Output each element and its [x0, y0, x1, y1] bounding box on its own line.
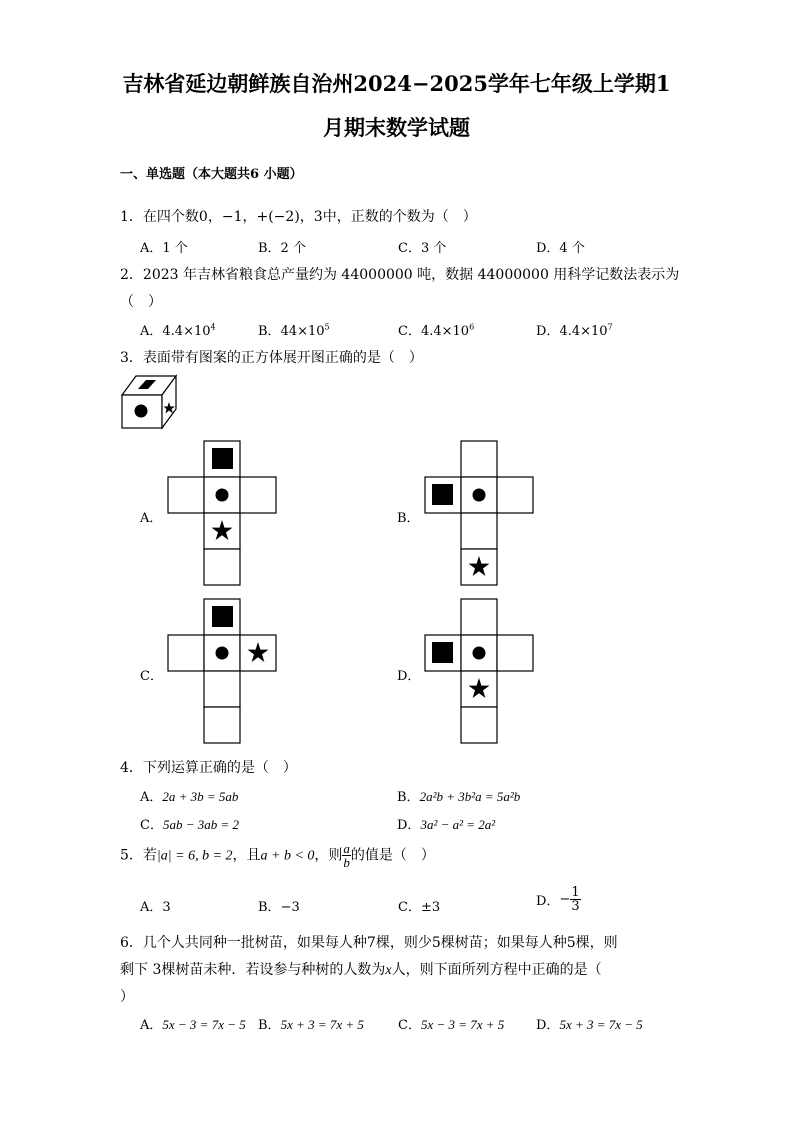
q3-stem: 3．表面带有图案的正方体展开图正确的是（ ）: [120, 350, 423, 366]
q2-option-b[interactable]: B．$44\times 10^5$: [258, 322, 330, 339]
circle-icon: [135, 405, 148, 418]
q4-option-b[interactable]: B．2a²b + 3b²a = 5a²b: [397, 789, 521, 805]
q2-option-a[interactable]: A．$4.4\times 10^4$: [140, 322, 216, 339]
q4-stem: 4．下列运算正确的是（ ）: [120, 760, 297, 776]
q1-option-c[interactable]: C．3 个: [398, 241, 447, 256]
q1-option-a[interactable]: A．1 个: [140, 241, 188, 256]
section-heading: 一、单选题（本大题共6 小题）: [120, 167, 303, 182]
circle-icon: [216, 489, 229, 502]
q5-option-a[interactable]: A．3: [140, 900, 171, 915]
cube-figure: [120, 373, 180, 431]
q3-option-a-label[interactable]: A．: [140, 511, 163, 526]
q3-option-b-net[interactable]: [423, 440, 537, 588]
title-line-1: 吉林省延边朝鲜族自治州2024−2025学年七年级上学期1: [122, 71, 671, 96]
circle-icon: [216, 647, 229, 660]
circle-icon: [473, 647, 486, 660]
q4-option-c[interactable]: C．5ab − 3ab = 2: [140, 817, 239, 833]
q6-stem-line-2: 剩下 3棵树苗未种．若设参与种树的人数为x人，则下面所列方程中正确的是（: [120, 962, 602, 978]
q2-option-c[interactable]: C．$4.4\times 10^6$: [398, 322, 475, 339]
q1-option-d[interactable]: D．4 个: [536, 241, 585, 256]
q4-option-d[interactable]: D．3a² − a² = 2a²: [397, 817, 496, 833]
q2-stem: 2．2023 年吉林省粮食总产量约为 44000000 吨，数据 44000000 用科学记数法表示为: [120, 267, 680, 283]
q6-stem-line-1: 6．几个人共同种一批树苗，如果每人种7棵，则少5棵树苗；如果每人种5棵，则: [120, 935, 618, 951]
q6-option-c[interactable]: C．5x − 3 = 7x + 5: [398, 1017, 505, 1033]
q2-stem-2: （ ）: [120, 294, 162, 310]
q6-stem-line-3: ）: [120, 989, 134, 1005]
q1-stem: 1．在四个数0，−1，+(−2)，3中，正数的个数为（ ）: [120, 209, 477, 225]
q5-stem: 5．若|a| = 6, b = 2，且a + b < 0，则 $\frac{a}{b}$ 的值是（ ）: [120, 841, 435, 870]
square-icon: [432, 642, 453, 663]
q6-option-a[interactable]: A．5x − 3 = 7x − 5: [140, 1017, 246, 1033]
q5-option-c[interactable]: C．±3: [398, 900, 441, 915]
circle-icon: [473, 489, 486, 502]
q3-option-c-label[interactable]: C．: [140, 669, 163, 684]
q1-option-b[interactable]: B．2 个: [258, 241, 306, 256]
title-line-2: 月期末数学试题: [323, 115, 470, 140]
q2-option-d[interactable]: D．$4.4\times 10^7$: [536, 322, 613, 339]
square-icon: [212, 606, 233, 627]
q3-option-d-label[interactable]: D．: [397, 669, 421, 684]
q5-option-d[interactable]: D．− $\frac{1}{3}$: [536, 885, 580, 914]
q3-option-c-net[interactable]: [166, 598, 280, 746]
square-icon: [432, 484, 453, 505]
q3-option-d-net[interactable]: [423, 598, 537, 746]
q3-option-a-net[interactable]: [166, 440, 280, 588]
q5-option-b[interactable]: B．−3: [258, 900, 300, 915]
q5-fraction: $\frac{a}{b}$: [343, 841, 350, 870]
q6-option-b[interactable]: B．5x + 3 = 7x + 5: [258, 1017, 364, 1033]
square-icon: [212, 448, 233, 469]
q4-option-a[interactable]: A．2a + 3b = 5ab: [140, 789, 239, 805]
q3-option-b-label[interactable]: B．: [397, 511, 420, 526]
q6-option-d[interactable]: D．5x + 3 = 7x − 5: [536, 1017, 643, 1033]
